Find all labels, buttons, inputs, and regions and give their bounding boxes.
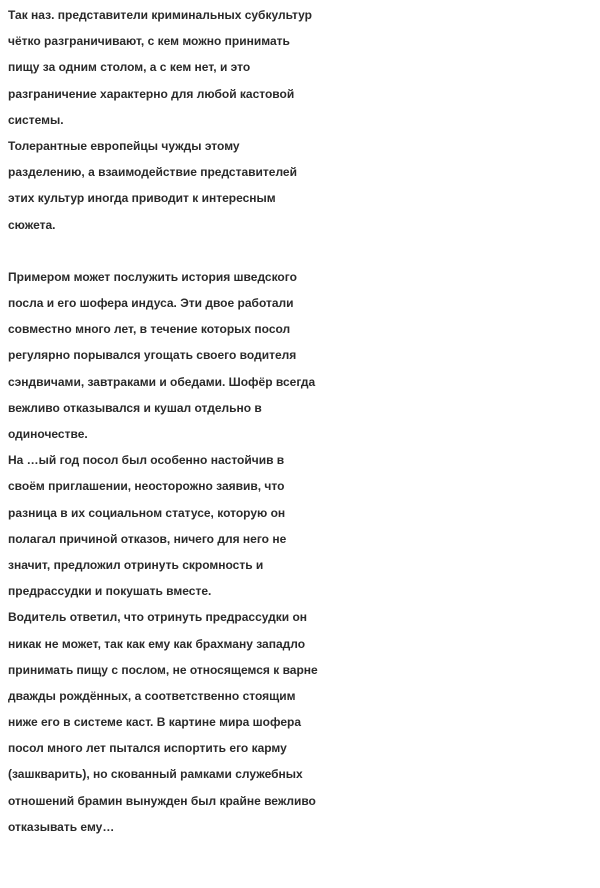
text-line: принимать пищу с послом, не относящемся к варне [8,662,318,677]
article-text [8,2,596,840]
text-line: чётко разграничивают, с кем можно принимать [8,34,290,49]
text-line: Примером может послужить история шведского [8,269,297,284]
text-line: этих культур иногда приводит к интересным [8,191,276,206]
text-line: Водитель ответил, что отринуть предрассудки он [8,610,308,625]
text-line: значит, предложил отринуть скромность и [8,557,264,572]
text-line: дважды рождённых, а соответственно стоящим [8,688,296,703]
paragraph-5 [8,604,596,840]
text-line: посла и его шофера индуса. Эти двое работали [8,296,294,311]
paragraph-2 [8,133,596,238]
text-line: разграничение характерно для любой кастовой [8,86,295,101]
text-line: разница в их социальном статусе, которую он [8,505,286,520]
text-line: Толерантные европейцы чужды этому [8,138,240,153]
text-line: вежливо отказывался и кушал отдельно в [8,400,262,415]
text-line: предрассудки и покушать вместе. [8,584,212,599]
text-line: Так наз. представители криминальных субкультур [8,8,312,22]
text-line: совместно много лет, в течение которых посол [8,322,291,337]
text-line: (зашкварить), но скованный рамками служебных [8,767,303,782]
text-line: отказывать ему… [8,819,115,834]
paragraph-gap [8,238,596,264]
text-line: полагал причиной отказов, ничего для него не [8,531,287,546]
text-line: системы. [8,112,64,127]
paragraph-3 [8,264,596,447]
text-line: разделению, а взаимодействие представителей [8,165,297,180]
text-line: На …ый год посол был особенно настойчив в [8,453,285,468]
text-line: сэндвичами, завтраками и обедами. Шофёр всегда [8,374,316,389]
text-line: никак не может, так как ему как брахману западло [8,636,306,651]
text-line: пищу за одним столом, а с кем нет, и это [8,60,251,75]
text-line: отношений брамин вынужден был крайне вежливо [8,793,316,808]
text-line: посол много лет пытался испортить его карму [8,741,287,756]
text-line: ниже его в системе каст. В картине мира шофера [8,715,302,730]
text-line: своём приглашении, неосторожно заявив, что [8,479,285,494]
text-line: регулярно порывался угощать своего водителя [8,348,297,363]
text-line: одиночестве. [8,427,88,441]
paragraph-4 [8,447,596,604]
text-line: сюжета. [8,217,56,232]
paragraph-1 [8,2,596,133]
